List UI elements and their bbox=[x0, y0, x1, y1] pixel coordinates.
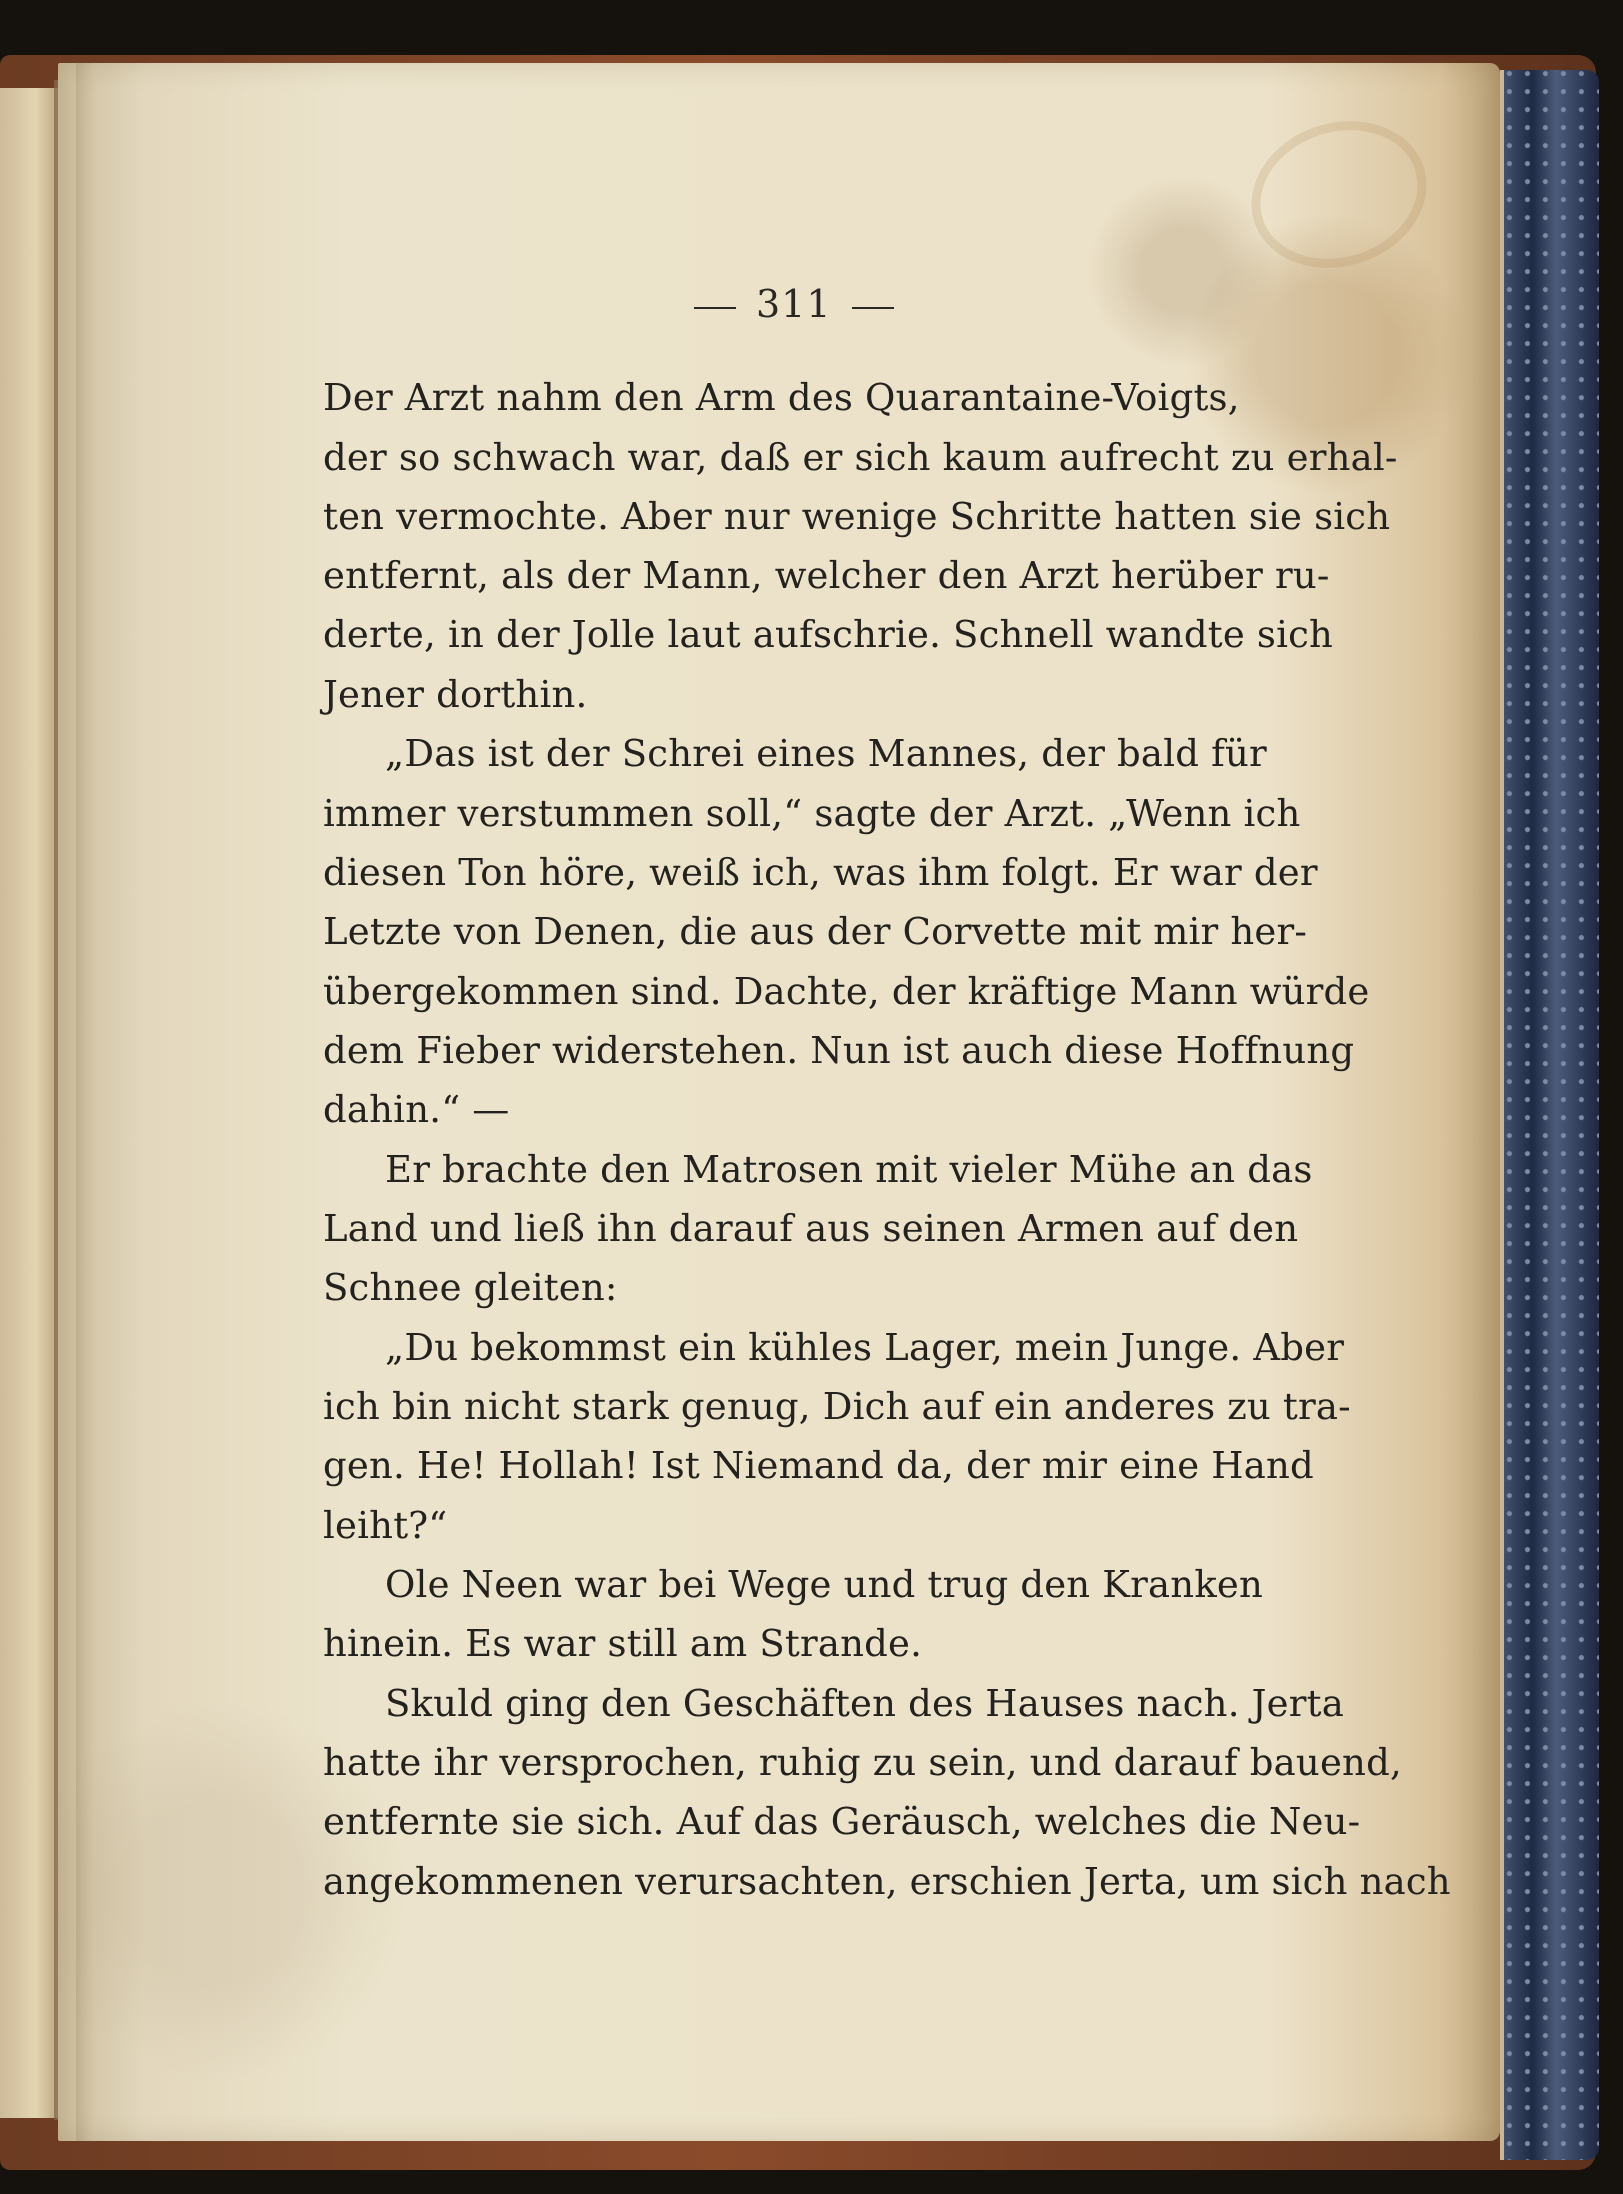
text-line: Letzte von Denen, die aus der Corvette mit mir her- bbox=[323, 910, 1308, 953]
text-line: dahin.“ — bbox=[323, 1088, 510, 1131]
book-page bbox=[58, 63, 1500, 2141]
text-line: hinein. Es war still am Strande. bbox=[323, 1622, 923, 1665]
text-line: entfernte sie sich. Auf das Geräusch, welches die Neu- bbox=[323, 1800, 1361, 1843]
text-line: leiht?“ bbox=[323, 1504, 448, 1547]
text-line: derte, in der Jolle laut aufschrie. Schnell wandte sich bbox=[323, 613, 1334, 656]
page-number-value: 311 bbox=[756, 282, 832, 326]
text-line: der so schwach war, daß er sich kaum aufrecht zu erhal- bbox=[323, 436, 1398, 479]
left-page-edge bbox=[0, 88, 62, 2118]
text-line: Ole Neen war bei Wege und trug den Kranken bbox=[385, 1563, 1264, 1606]
text-line: diesen Ton höre, weiß ich, was ihm folgt. Er war der bbox=[323, 851, 1318, 894]
text-line: „Du bekommst ein kühles Lager, mein Junge. Aber bbox=[385, 1326, 1345, 1369]
text-line: Der Arzt nahm den Arm des Quarantaine-Voigts, bbox=[323, 376, 1240, 419]
text-line: angekommenen verursachten, erschien Jerta, um sich nach bbox=[323, 1860, 1451, 1903]
text-line: übergekommen sind. Dachte, der kräftige Mann würde bbox=[323, 970, 1370, 1013]
page-number-right-dash bbox=[852, 307, 894, 309]
text-line: gen. He! Hollah! Ist Niemand da, der mir eine Hand bbox=[323, 1444, 1314, 1487]
text-line: ten vermochte. Aber nur wenige Schritte hatten sie sich bbox=[323, 495, 1391, 538]
text-line: „Das ist der Schrei eines Mannes, der bald für bbox=[385, 732, 1267, 775]
page-number-left-dash bbox=[694, 307, 736, 309]
text-line: Jener dorthin. bbox=[323, 673, 588, 716]
text-line: entfernt, als der Mann, welcher den Arzt herüber ru- bbox=[323, 554, 1330, 597]
text-line: immer verstummen soll,“ sagte der Arzt. „Wenn ich bbox=[323, 792, 1301, 835]
text-line: hatte ihr versprochen, ruhig zu sein, und darauf bauend, bbox=[323, 1741, 1402, 1784]
text-line: ich bin nicht stark genug, Dich auf ein anderes zu tra- bbox=[323, 1385, 1351, 1428]
text-line: Schnee gleiten: bbox=[323, 1266, 618, 1309]
text-line: Land und ließ ihn darauf aus seinen Armen auf den bbox=[323, 1207, 1299, 1250]
page-number bbox=[674, 282, 914, 326]
blue-cover-edge bbox=[1500, 70, 1599, 2160]
text-line: Skuld ging den Geschäften des Hauses nach. Jerta bbox=[385, 1682, 1344, 1725]
text-line: Er brachte den Matrosen mit vieler Mühe an das bbox=[385, 1148, 1313, 1191]
text-line: dem Fieber widerstehen. Nun ist auch diese Hoffnung bbox=[323, 1029, 1355, 1072]
